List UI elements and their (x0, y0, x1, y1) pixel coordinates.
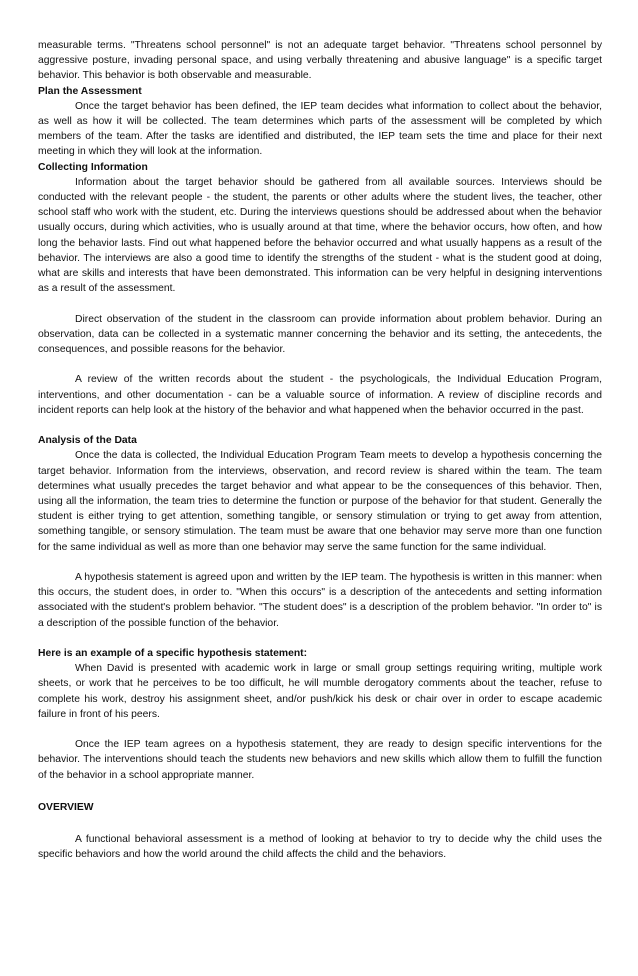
example-paragraph: When David is presented with academic work in large or small group settings requiring writing, multiple work sheets, or work that he perceives to be too difficult, he will mumble derogatory comments about the teacher, refuse to complete his work, destroy his assignment sheet, and/or push/kick his desk or chair over in order to escape academic failure in front of his peers. (38, 663, 602, 720)
overview-paragraph: A functional behavioral assessment is a method of looking at behavior to try to decide why the child uses the specific behaviors and how the world around the child affects the child and the behaviors. (38, 834, 602, 861)
overview-heading: OVERVIEW (38, 801, 94, 813)
plan-heading: Plan the Assessment (38, 85, 142, 97)
example-heading: Here is an example of a specific hypothesis statement: (38, 648, 308, 660)
collecting-paragraph-2: Direct observation of the student in the classroom can provide information about problem behavior. During an observation, data can be collected in a systematic manner concerning the behavior and its setting, the antecedents, the consequences, and possible reasons for the behavior. (38, 313, 602, 356)
collecting-paragraph-3: A review of the written records about the student - the psychologicals, the Individual Education Program, interventions, and other documentation - can be a valuable source of information. A review of discipline records and incident reports can help look at the history of the behavior and what happened when the behavior occurred in the past. (38, 374, 602, 416)
collecting-heading: Collecting Information (38, 161, 148, 173)
document-page (38, 38, 602, 862)
analysis-paragraph-2: A hypothesis statement is agreed upon and written by the IEP team. The hypothesis is written in this manner: when this occurs, the student does, in order to. "When this occurs" is a description of the antecedents and setting information associated with the student's problem behavior. "The student does" is a description of the problem behavior. "In order to" is a description of the possible function of the behavior. (38, 572, 602, 629)
plan-paragraph: Once the target behavior has been defined, the IEP team decides what information to collect about the behavior, as well as how it will be collected. The team determines which parts of the assessment will be completed by which members of the team. After the tasks are identified and distributed, the IEP team sets the time and place for their next meeting in which they will look at the information. (38, 100, 602, 158)
collecting-paragraph-1: Information about the target behavior should be gathered from all available sources. Interviews should be conducted with the relevant people - the student, the parents or other adults where the student lives, the teacher, other school staff who work with the student, etc. During the interviews questions should be addressed about when the behavior usually occurs, during which activities, who is usually around at that time, where the behavior occurs, how often, and how long the behavior lasts. Find out what happened before the behavior occurred and what usually happens as a result of the behavior. The interviews are also a good time to identify the strengths of the student - what is the student good at doing, what are skills and interests that have been demonstrated. This information can be very helpful in designing interventions as a result of the assessment. (38, 176, 602, 295)
intro-paragraph: measurable terms. "Threatens school personnel" is not an adequate target behavior. "Threatens school personnel by aggressive posture, invading personal space, and using verbally threatening and abusive language" is a specific target behavior. This behavior is both observable and measurable. (38, 40, 602, 82)
analysis-heading: Analysis of the Data (38, 435, 137, 447)
interventions-paragraph: Once the IEP team agrees on a hypothesis statement, they are ready to design specific interventions for the behavior. The interventions should teach the students new behaviors and new skills which allow them to fulfill the function of the behavior in a school appropriate manner. (38, 739, 602, 781)
analysis-paragraph-1: Once the data is collected, the Individual Education Program Team meets to develop a hypothesis concerning the target behavior. Information from the interviews, observation, and record review is shared within the team. The team determines what usually precedes the target behavior and what appear to be the consequences of this behavior. Then, using all the information, the team tries to determine the function or purpose of the behavior for that student. Generally the student is either trying to get attention, something tangible, or sensory stimulation or trying to get away from attention, something tangible, or sensory stimulation. The team must be aware that one behavior may serve more than one function for the same individual as well as more than one behavior may serve the same function for the same individual. (38, 450, 602, 553)
